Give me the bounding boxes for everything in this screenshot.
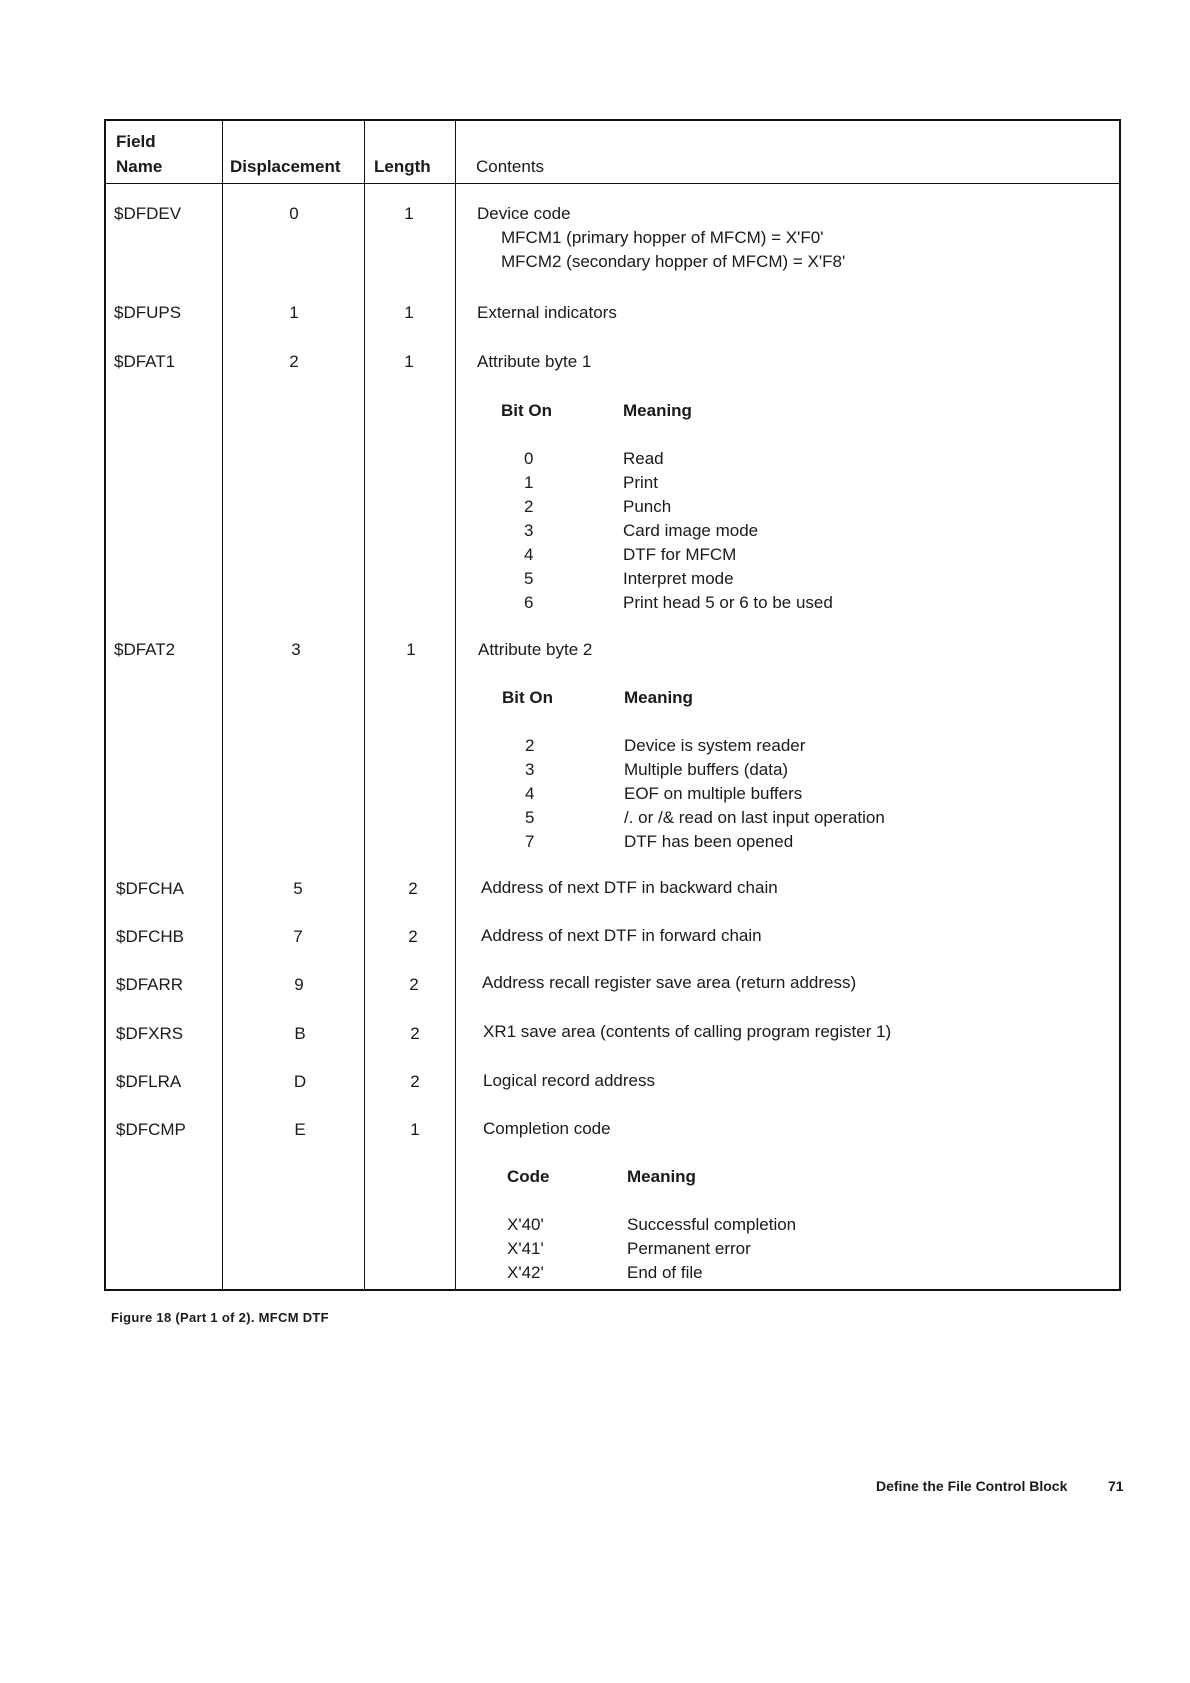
bit-value: 5 [524,569,534,588]
field-name: $DFCHA [116,879,185,898]
displacement-value: E [294,1120,306,1139]
length-value: 2 [408,879,418,898]
bit-value: 4 [524,545,534,564]
contents-text: Address of next DTF in backward chain [481,878,778,897]
field-name: $DFDEV [114,204,182,223]
header-divider [106,183,1119,184]
sub-header-bit-on: Bit On [502,688,553,707]
field-name: $DFLRA [116,1072,182,1091]
bit-meaning: /. or /& read on last input operation [624,808,885,827]
field-name: $DFCMP [116,1120,186,1139]
bit-meaning: Print head 5 or 6 to be used [623,593,833,612]
contents-detail: MFCM2 (secondary hopper of MFCM) = X'F8' [501,252,846,271]
bit-value: 2 [524,497,534,516]
length-value: 1 [404,204,414,223]
displacement-value: 3 [291,640,301,659]
length-value: 1 [404,303,414,322]
bit-value: 6 [524,593,534,612]
contents-text: Device code [477,204,571,223]
displacement-value: 9 [294,975,304,994]
length-value: 2 [410,1024,420,1043]
code-value: X'42' [507,1263,544,1282]
displacement-value: B [294,1024,306,1043]
displacement-value: 0 [289,204,299,223]
displacement-value: 7 [293,927,303,946]
field-name: $DFCHB [116,927,185,946]
length-value: 1 [404,352,414,371]
bit-meaning: Read [623,449,664,468]
sub-header-meaning: Meaning [623,401,692,420]
sub-header-code: Code [507,1167,550,1186]
displacement-value: D [293,1072,307,1091]
bit-value: 7 [525,832,535,851]
sub-header-meaning: Meaning [627,1167,696,1186]
code-meaning: Permanent error [627,1239,751,1258]
column-divider [222,121,223,1289]
bit-value: 3 [525,760,535,779]
field-name: $DFARR [116,975,184,994]
length-value: 1 [410,1120,420,1139]
bit-value: 1 [524,473,534,492]
code-value: X'41' [507,1239,544,1258]
code-meaning: Successful completion [627,1215,797,1234]
sub-header-meaning: Meaning [624,688,693,707]
contents-text: Address recall register save area (return address) [482,973,857,992]
column-divider [455,121,456,1289]
bit-meaning: Device is system reader [624,736,806,755]
bit-meaning: Punch [623,497,672,516]
contents-text: Logical record address [483,1071,655,1090]
figure-caption: Figure 18 (Part 1 of 2). MFCM DTF [111,1310,329,1325]
contents-text: Attribute byte 2 [478,640,593,659]
contents-text: Address of next DTF in forward chain [481,926,762,945]
displacement-value: 5 [293,879,303,898]
code-meaning: End of file [627,1263,703,1282]
header-field-name-line2: Name [116,157,163,176]
header-contents: Contents [476,157,545,176]
contents-detail: MFCM1 (primary hopper of MFCM) = X'F0' [501,228,824,247]
page-number: 71 [1108,1478,1124,1494]
bit-meaning: DTF has been opened [624,832,794,851]
sub-header-bit-on: Bit On [501,401,552,420]
bit-meaning: EOF on multiple buffers [624,784,803,803]
bit-value: 0 [524,449,534,468]
length-value: 1 [406,640,416,659]
contents-text: Attribute byte 1 [477,352,592,371]
bit-value: 2 [525,736,535,755]
field-name: $DFAT1 [114,352,176,371]
bit-meaning: Multiple buffers (data) [624,760,789,779]
bit-value: 3 [524,521,534,540]
header-field-name-line1: Field [116,132,156,151]
field-name: $DFAT2 [114,640,176,659]
length-value: 2 [410,1072,420,1091]
header-length: Length [374,157,431,176]
contents-text: Completion code [483,1119,611,1138]
dtf-table [104,119,1121,1291]
header-displacement: Displacement [230,157,341,176]
displacement-value: 1 [289,303,299,322]
code-value: X'40' [507,1215,544,1234]
field-name: $DFXRS [116,1024,184,1043]
contents-text: External indicators [477,303,617,322]
bit-value: 5 [525,808,535,827]
contents-text: XR1 save area (contents of calling program register 1) [483,1022,892,1041]
length-value: 2 [409,975,419,994]
bit-meaning: Print [623,473,658,492]
length-value: 2 [408,927,418,946]
bit-meaning: DTF for MFCM [623,545,737,564]
displacement-value: 2 [289,352,299,371]
field-name: $DFUPS [114,303,182,322]
bit-meaning: Card image mode [623,521,759,540]
bit-meaning: Interpret mode [623,569,734,588]
bit-value: 4 [525,784,535,803]
footer-title: Define the File Control Block [876,1478,1068,1494]
column-divider [364,121,365,1289]
